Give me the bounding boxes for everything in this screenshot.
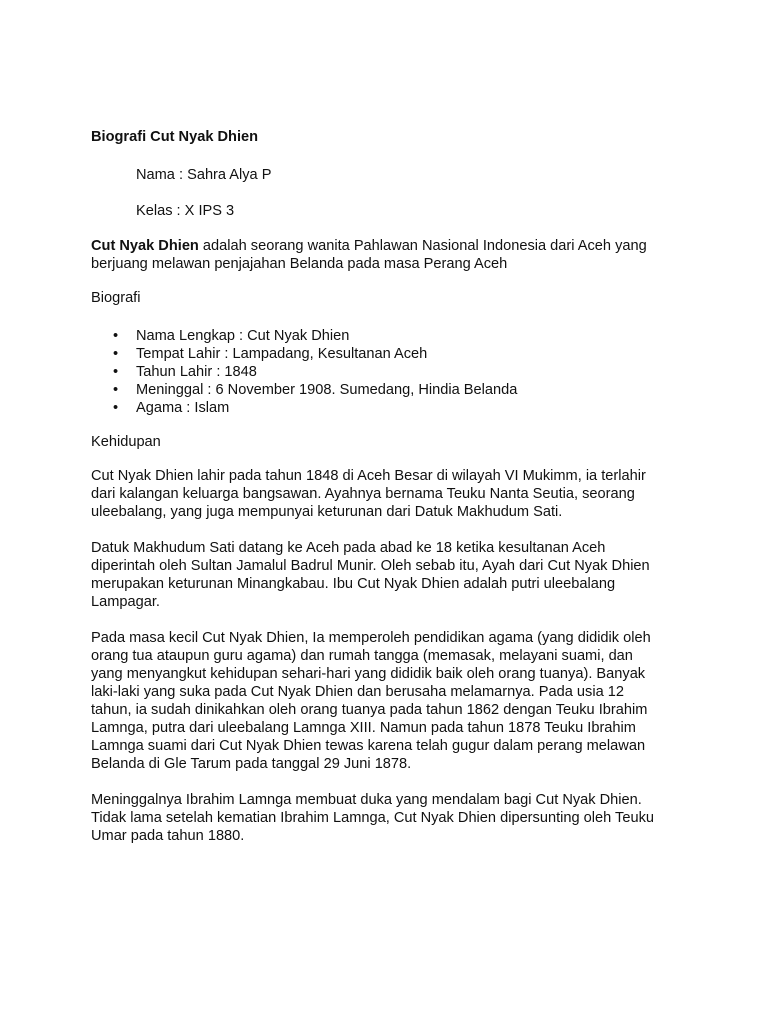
- fact-text: Agama : Islam: [136, 400, 230, 416]
- fact-text: Meninggal : 6 November 1908. Sumedang, Hindia Belanda: [136, 382, 518, 398]
- paragraph-line: Lampagar.: [91, 594, 160, 610]
- paragraph-childhood: [91, 629, 691, 773]
- bullet-icon: •: [113, 328, 119, 344]
- paragraph-line: Cut Nyak Dhien lahir pada tahun 1848 di Aceh Besar di wilayah VI Mukimm, ia terlahir: [91, 468, 646, 484]
- paragraph-line: Lamnga suami dari Cut Nyak Dhien tewas karena telah gugur dalam perang melawan: [91, 738, 646, 754]
- fact-text: Nama Lengkap : Cut Nyak Dhien: [136, 328, 350, 344]
- bullet-icon: •: [113, 400, 119, 416]
- intro-line-1: [91, 237, 691, 255]
- list-item: [91, 399, 691, 417]
- paragraph-line: Umar pada tahun 1880.: [91, 828, 245, 844]
- student-class: Kelas : X IPS 3: [136, 203, 235, 219]
- paragraph-ancestry: [91, 539, 691, 611]
- paragraph-line: Tidak lama setelah kematian Ibrahim Lamnga, Cut Nyak Dhien dipersunting oleh Teuku: [91, 810, 654, 826]
- paragraph-line: Meninggalnya Ibrahim Lamnga membuat duka yang mendalam bagi Cut Nyak Dhien.: [91, 792, 642, 808]
- list-item: [91, 345, 691, 363]
- bullet-icon: •: [113, 346, 119, 362]
- intro-line-2: berjuang melawan penjajahan Belanda pada masa Perang Aceh: [91, 256, 508, 272]
- paragraph-line: merupakan keturunan Minangkabau. Ibu Cut Nyak Dhien adalah putri uleebalang: [91, 576, 616, 592]
- paragraph-line: Pada masa kecil Cut Nyak Dhien, Ia memperoleh pendidikan agama (yang dididik oleh: [91, 630, 651, 646]
- bullet-icon: •: [113, 382, 119, 398]
- student-name: Nama : Sahra Alya P: [136, 167, 272, 183]
- fact-text: Tempat Lahir : Lampadang, Kesultanan Aceh: [136, 346, 428, 362]
- fact-text: Tahun Lahir : 1848: [136, 364, 257, 380]
- paragraph-line: uleebalang, yang juga mempunyai keturunan dari Datuk Makhudum Sati.: [91, 504, 563, 520]
- bullet-icon: •: [113, 364, 119, 380]
- paragraph-line: tahun, ia sudah dinikahkan oleh orang tuanya pada tahun 1862 dengan Teuku Ibrahim: [91, 702, 648, 718]
- document-title: Biografi Cut Nyak Dhien: [91, 129, 259, 145]
- intro-line-1-rest: adalah seorang wanita Pahlawan Nasional Indonesia dari Aceh yang: [198, 238, 647, 254]
- paragraph-remarriage: [91, 791, 691, 845]
- paragraph-birth: [91, 467, 691, 521]
- paragraph-line: Datuk Makhudum Sati datang ke Aceh pada abad ke 18 ketika kesultanan Aceh: [91, 540, 606, 556]
- paragraph-line: yang menyangkut kehidupan sehari-hari yang dididik baik oleh orang tuanya). Banyak: [91, 666, 646, 682]
- intro-paragraph: [91, 237, 691, 273]
- paragraph-line: orang tua ataupun guru agama) dan rumah tangga (memasak, melayani suami, dan: [91, 648, 633, 664]
- section-heading-kehidupan: Kehidupan: [91, 434, 161, 450]
- list-item: [91, 327, 691, 345]
- paragraph-line: dari kalangan keluarga bangsawan. Ayahnya bernama Teuku Nanta Seutia, seorang: [91, 486, 635, 502]
- paragraph-line: Belanda di Gle Tarum pada tanggal 29 Juni 1878.: [91, 756, 412, 772]
- paragraph-line: Lamnga, putra dari uleebalang Lamnga XIII. Namun pada tahun 1878 Teuku Ibrahim: [91, 720, 636, 736]
- intro-subject-bold: Cut Nyak Dhien: [91, 238, 199, 254]
- section-heading-biografi: Biografi: [91, 290, 141, 306]
- biography-facts-list: [91, 327, 691, 417]
- list-item: [91, 381, 691, 399]
- list-item: [91, 363, 691, 381]
- paragraph-line: diperintah oleh Sultan Jamalul Badrul Munir. Oleh sebab itu, Ayah dari Cut Nyak Dhien: [91, 558, 650, 574]
- paragraph-line: laki-laki yang suka pada Cut Nyak Dhien dan berusaha melamarnya. Pada usia 12: [91, 684, 624, 700]
